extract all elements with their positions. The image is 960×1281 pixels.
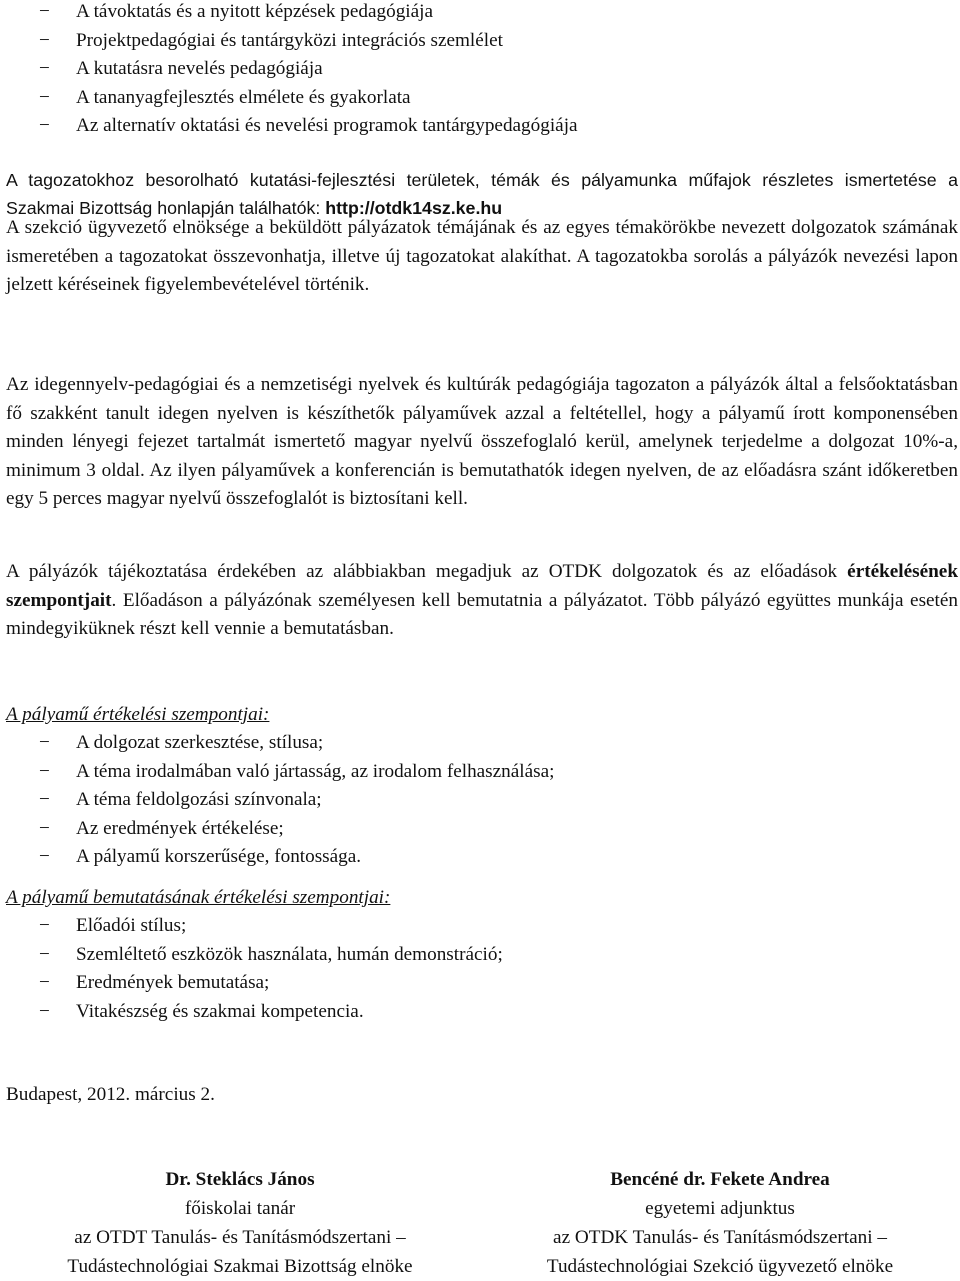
paragraph-sections-info: A tagozatokhoz besorolható kutatási-fejlesztési területek, témák és pályamunka műfajok részletes ismertetése a Szakmai Bizottság honlapján találhatók: http://otdk14sz.ke.hu bbox=[6, 170, 958, 218]
dash-bullet: − bbox=[39, 915, 50, 936]
list-item: − Szemléltető eszközök használata, humán demonstráció; bbox=[6, 941, 958, 970]
paragraph-section-board: A szekció ügyvezető elnöksége a beküldött pályázatok témájának és az egyes témakörökbe nevezett dolgozatok számának ismeretében a tagozatokat összevonhatja, illetve új tagozatokat alakíthat. A tagozatokba sorolás a pályázók nevezési lapon jelzett kéréseinek figyelembevételével történik. bbox=[6, 217, 958, 296]
date-line: Budapest, 2012. március 2. bbox=[6, 1084, 215, 1105]
signatory-role-line: Tudástechnológiai Szakmai Bizottság elnöke bbox=[67, 1256, 413, 1277]
dash-bullet: − bbox=[39, 732, 50, 753]
list-item: − A pályamű korszerűsége, fontossága. bbox=[6, 843, 958, 872]
criteria-section-presentation bbox=[6, 884, 958, 1026]
dash-bullet: − bbox=[39, 846, 50, 867]
list-item: − Eredmények bemutatása; bbox=[6, 969, 958, 998]
dash-bullet: − bbox=[39, 943, 50, 965]
list-item: − A távoktatás és a nyitott képzések pedagógiája bbox=[6, 0, 578, 27]
dash-bullet: − bbox=[39, 972, 50, 993]
list-item: − Az eredmények értékelése; bbox=[6, 815, 958, 844]
list-item: − A dolgozat szerkesztése, stílusa; bbox=[6, 729, 958, 758]
paragraph-foreign-language: Az idegennyelv-pedagógiai és a nemzetiségi nyelvek és kultúrák pedagógiája tagozaton a pályázók által a felsőoktatásban fő szakként tanult idegen nyelven is készíthetők pályaművek azzal a feltétellel, hogy a pályamű írott komponensében minden lényegi fejezet tartalmát ismertető magyar nyelvű összefoglaló kerül, amelynek terjedelme a dolgozat 10%-a, minimum 3 oldal. Az ilyen pályaművek a konferencián is bemutathatók idegen nyelven, de az előadásra szánt időkeretben egy 5 perces magyar nyelvű összefoglalót is biztosítani kell. bbox=[6, 374, 958, 510]
dash-bullet: − bbox=[39, 115, 50, 136]
dash-bullet: − bbox=[39, 29, 50, 51]
list-item: − A téma irodalmában való jártasság, az irodalom felhasználása; bbox=[6, 758, 958, 787]
criteria-section-work bbox=[6, 701, 958, 872]
signatory-role-line: Tudástechnológiai Szekció ügyvezető elnöke bbox=[546, 1256, 894, 1277]
criteria-heading: A pályamű bemutatásának értékelési szempontjai: bbox=[6, 887, 391, 908]
signatory-role-line: az OTDK Tanulás- és Tanításmódszertani – bbox=[553, 1227, 887, 1248]
emphasis-bold: értékelésének szempontjait bbox=[6, 561, 958, 611]
list-item: − Projektpedagógiai és tantárgyközi integrációs szemlélet bbox=[6, 27, 578, 56]
topic-list bbox=[6, 0, 578, 141]
signatory-name: Bencéné dr. Fekete Andrea bbox=[610, 1169, 830, 1190]
dash-bullet: − bbox=[39, 58, 50, 79]
signatory-title: egyetemi adjunktus bbox=[645, 1198, 795, 1219]
list-item: − A téma feldolgozási színvonala; bbox=[6, 786, 958, 815]
website-link[interactable]: http://otdk14sz.ke.hu bbox=[325, 198, 503, 218]
paragraph-evaluation-intro: A pályázók tájékoztatása érdekében az alábbiakban megadjuk az OTDK dolgozatok és az előadások értékelésének szempontjait. Előadáson a pályázónak személyesen kell bemutatnia a pályázatot. Több pályázó együttes munkája esetén mindegyiküknek részt kell vennie a bemutatásban. bbox=[6, 561, 958, 640]
signatory-role-line: az OTDT Tanulás- és Tanításmódszertani – bbox=[74, 1227, 406, 1248]
list-item: − A tananyagfejlesztés elmélete és gyakorlata bbox=[6, 84, 578, 113]
criteria-heading: A pályamű értékelési szempontjai: bbox=[6, 704, 270, 725]
list-item: − A kutatásra nevelés pedagógiája bbox=[6, 55, 578, 84]
dash-bullet: − bbox=[39, 86, 50, 108]
dash-bullet: − bbox=[39, 760, 50, 782]
list-item: − Vitakészség és szakmai kompetencia. bbox=[6, 998, 958, 1027]
dash-bullet: − bbox=[39, 789, 50, 810]
signature-block-right bbox=[480, 1165, 960, 1281]
list-item: − Előadói stílus; bbox=[6, 912, 958, 941]
signature-block-left bbox=[0, 1165, 480, 1281]
list-item: − Az alternatív oktatási és nevelési programok tantárgypedagógiája bbox=[6, 112, 578, 141]
signatory-name: Dr. Steklács János bbox=[165, 1169, 315, 1190]
dash-bullet: − bbox=[39, 817, 50, 839]
criteria-list bbox=[6, 729, 958, 872]
criteria-list bbox=[6, 912, 958, 1026]
dash-bullet: − bbox=[39, 1000, 50, 1022]
signatory-title: főiskolai tanár bbox=[184, 1198, 296, 1219]
dash-bullet: − bbox=[39, 1, 50, 22]
